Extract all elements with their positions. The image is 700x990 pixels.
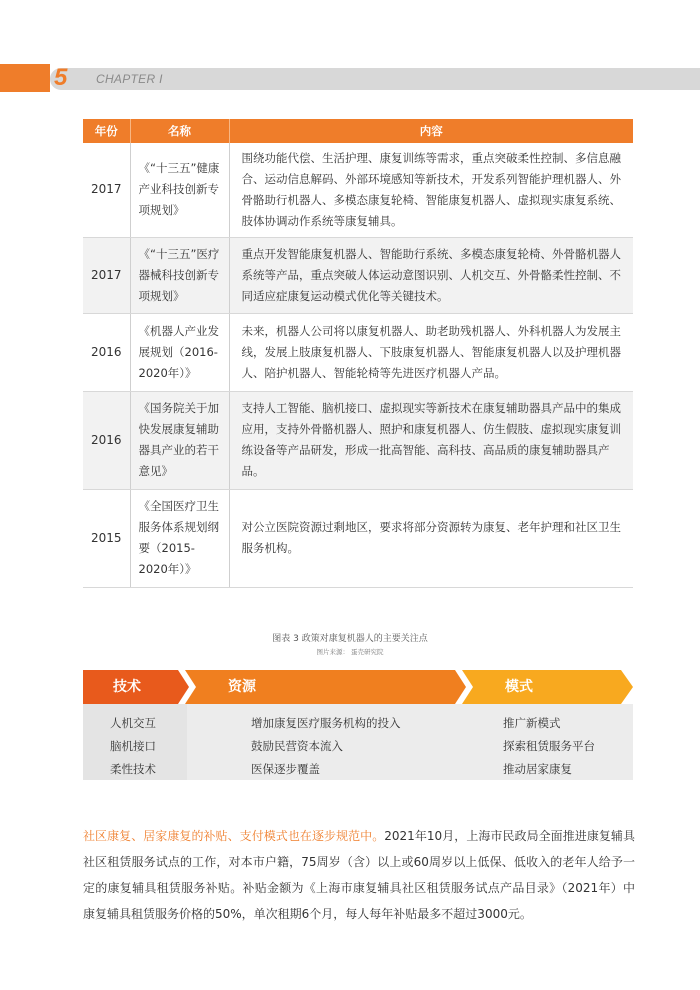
column-list-tech bbox=[110, 712, 156, 781]
row-name: 《国务院关于加快发展康复辅助器具产业的若干意见》 bbox=[130, 391, 229, 489]
list-item: 医保逐步覆盖 bbox=[251, 762, 320, 776]
table-row bbox=[83, 391, 633, 489]
row-name: 《全国医疗卫生服务体系规划纲要（2015-2020年）》 bbox=[130, 489, 229, 587]
list-item: 人机交互 bbox=[110, 716, 156, 730]
table-row bbox=[83, 313, 633, 391]
row-year: 2015 bbox=[83, 489, 130, 587]
table-header-row bbox=[83, 119, 633, 143]
list-item: 探索租赁服务平台 bbox=[503, 739, 595, 753]
header-accent-block bbox=[0, 64, 50, 92]
row-content: 未来，机器人公司将以康复机器人、助老助残机器人、外科机器人为发展主线，发展上肢康复机器人、下肢康复机器人、智能康复机器人以及护理机器人、陪护机器人、智能轮椅等先进医疗机器人产品。 bbox=[229, 313, 633, 391]
row-content: 围绕功能代偿、生活护理、康复训练等需求，重点突破柔性控制、多信息融合、运动信息解码、外部环境感知等新技术，开发系列智能护理机器人、外骨骼助行机器人、多模态康复轮椅、智能康复机器人、虚拟现实康复系统、肢体协调动作系统等康复辅具。 bbox=[229, 143, 633, 237]
column-list-mode bbox=[503, 712, 595, 781]
paragraph-highlight: 社区康复、居家康复的补贴、支付模式也在逐步规范中。 bbox=[83, 829, 385, 843]
table-row bbox=[83, 489, 633, 587]
body-paragraph bbox=[83, 823, 635, 927]
row-content: 支持人工智能、脑机接口、虚拟现实等新技术在康复辅助器具产品中的集成应用，支持外骨骼机器人、照护和康复机器人、仿生假肢、虚拟现实康复训练设备等产品研发，形成一批高智能、高科技、高品质的康复辅助器具产品。 bbox=[229, 391, 633, 489]
policy-table bbox=[83, 119, 633, 588]
table-row bbox=[83, 237, 633, 313]
arrow-mode bbox=[462, 670, 633, 704]
row-name: 《“十三五”健康产业科技创新专项规划》 bbox=[130, 143, 229, 237]
list-item: 推动居家康复 bbox=[503, 762, 572, 776]
list-item: 鼓励民营资本流入 bbox=[251, 739, 343, 753]
row-name: 《“十三五”医疗器械科技创新专项规划》 bbox=[130, 237, 229, 313]
column-title-tech: 技术 bbox=[113, 679, 141, 695]
row-year: 2016 bbox=[83, 391, 130, 489]
figure-source: 图片来源： 蛋壳研究院 bbox=[316, 648, 384, 656]
focus-points-diagram bbox=[83, 670, 633, 780]
row-content: 对公立医院资源过剩地区，要求将部分资源转为康复、老年护理和社区卫生服务机构。 bbox=[229, 489, 633, 587]
column-title-mode: 模式 bbox=[505, 679, 533, 695]
header-year: 年份 bbox=[83, 119, 130, 143]
list-item: 推广新模式 bbox=[503, 716, 561, 730]
header-name: 名称 bbox=[130, 119, 229, 143]
table-row bbox=[83, 143, 633, 237]
chapter-label: CHAPTER I bbox=[96, 72, 163, 86]
row-year: 2017 bbox=[83, 237, 130, 313]
list-item: 增加康复医疗服务机构的投入 bbox=[251, 716, 401, 730]
row-name: 《机器人产业发展规划（2016-2020年）》 bbox=[130, 313, 229, 391]
page-number: 5 bbox=[54, 64, 68, 91]
list-item: 脑机接口 bbox=[110, 739, 156, 753]
column-list-resource bbox=[251, 712, 401, 781]
header-content: 内容 bbox=[229, 119, 633, 143]
list-item: 柔性技术 bbox=[110, 762, 156, 776]
row-year: 2016 bbox=[83, 313, 130, 391]
figure-caption: 图表 3 政策对康复机器人的主要关注点 bbox=[272, 634, 428, 644]
column-title-resource: 资源 bbox=[228, 679, 256, 695]
row-content: 重点开发智能康复机器人、智能助行系统、多模态康复轮椅、外骨骼机器人系统等产品，重点突破人体运动意图识别、人机交互、外骨骼柔性控制、不同适应症康复运动模式优化等关键技术。 bbox=[229, 237, 633, 313]
row-year: 2017 bbox=[83, 143, 130, 237]
paragraph-text: 2021年10月，上海市民政局全面推进康复辅具社区租赁服务试点的工作，对本市户籍，75周岁（含）以上或60周岁以上低保、低收入的老年人给予一定的康复辅具租赁服务补贴。补贴金额为《上海市康复辅具社区租赁服务试点产品目录》（2021年）中康复辅具租赁服务价格的50%，单次租期6个月，每人每年补贴最多不超过3000元。 bbox=[83, 829, 635, 921]
